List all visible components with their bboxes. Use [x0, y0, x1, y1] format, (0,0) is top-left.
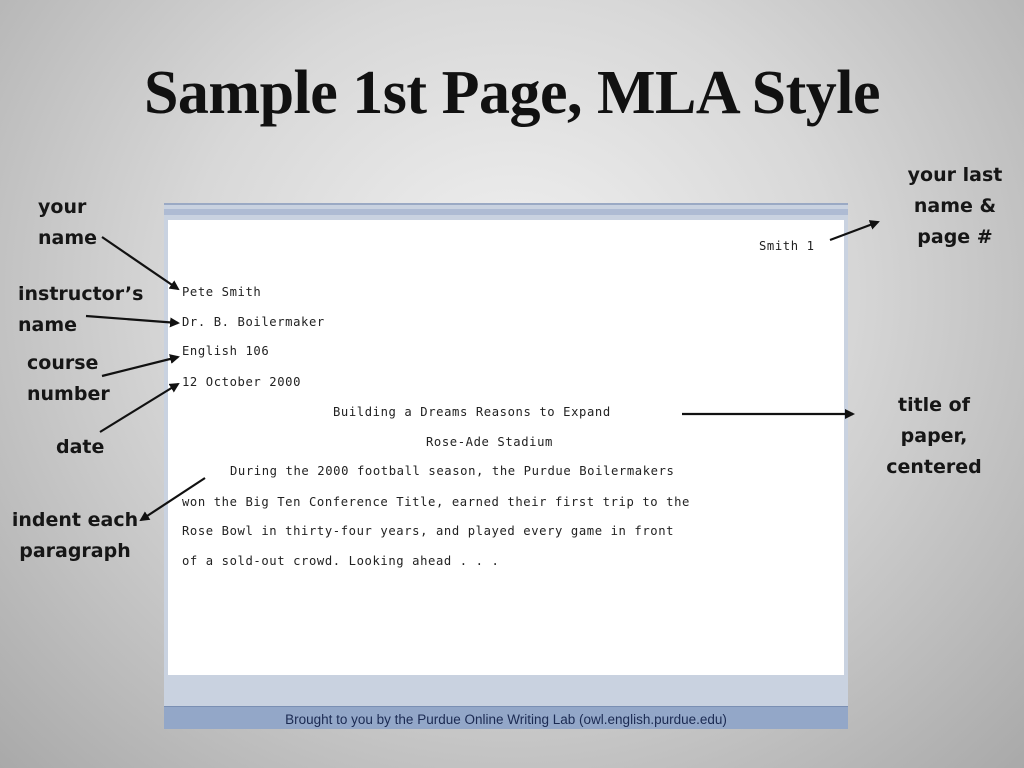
label-line: indent each	[11, 509, 139, 531]
label-last-name-page-number	[900, 160, 1010, 253]
label-date: date	[56, 436, 105, 458]
label-line: paper,	[900, 425, 968, 447]
document-date: 12 October 2000	[182, 375, 302, 389]
label-line: course	[27, 352, 99, 374]
document-course-number: English 106	[182, 344, 270, 358]
label-indent-each-paragraph	[11, 505, 139, 567]
slide-title: Sample 1st Page, MLA Style	[143, 59, 881, 127]
document-body-line: During the 2000 football season, the Purdue Boilermakers	[230, 464, 675, 478]
label-line: page #	[917, 226, 993, 248]
label-title-of-paper	[880, 390, 988, 483]
document-student-name: Pete Smith	[182, 285, 262, 299]
label-line: title of	[897, 394, 970, 416]
label-course-number	[27, 348, 110, 410]
label-instructors-name	[18, 279, 143, 341]
label-line: your	[38, 196, 87, 218]
document-body-line: won the Big Ten Conference Title, earned their first trip to the	[182, 495, 690, 509]
label-line: centered	[886, 456, 982, 478]
document-body-line: Rose Bowl in thirty-four years, and played every game in front	[182, 524, 675, 538]
label-your-name	[38, 192, 97, 254]
label-line: name	[38, 227, 98, 249]
label-line: name &	[913, 195, 997, 217]
document-instructor-name: Dr. B. Boilermaker	[182, 315, 325, 329]
label-line: name	[18, 314, 78, 336]
label-line: number	[27, 383, 110, 405]
document-running-header: Smith 1	[759, 239, 815, 253]
label-line: instructor’s	[18, 283, 144, 305]
label-line: your last	[907, 164, 1003, 186]
document-top-stripe	[164, 209, 848, 215]
document-footer-credit: Brought to you by the Purdue Online Writing Lab (owl.english.purdue.edu)	[285, 712, 727, 727]
document-body-line: of a sold-out crowd. Looking ahead . . .	[182, 554, 500, 568]
document-title-line-1: Building a Dreams Reasons to Expand	[333, 405, 611, 419]
label-line: paragraph	[19, 540, 131, 562]
document-title-line-2: Rose-Ade Stadium	[426, 435, 553, 449]
